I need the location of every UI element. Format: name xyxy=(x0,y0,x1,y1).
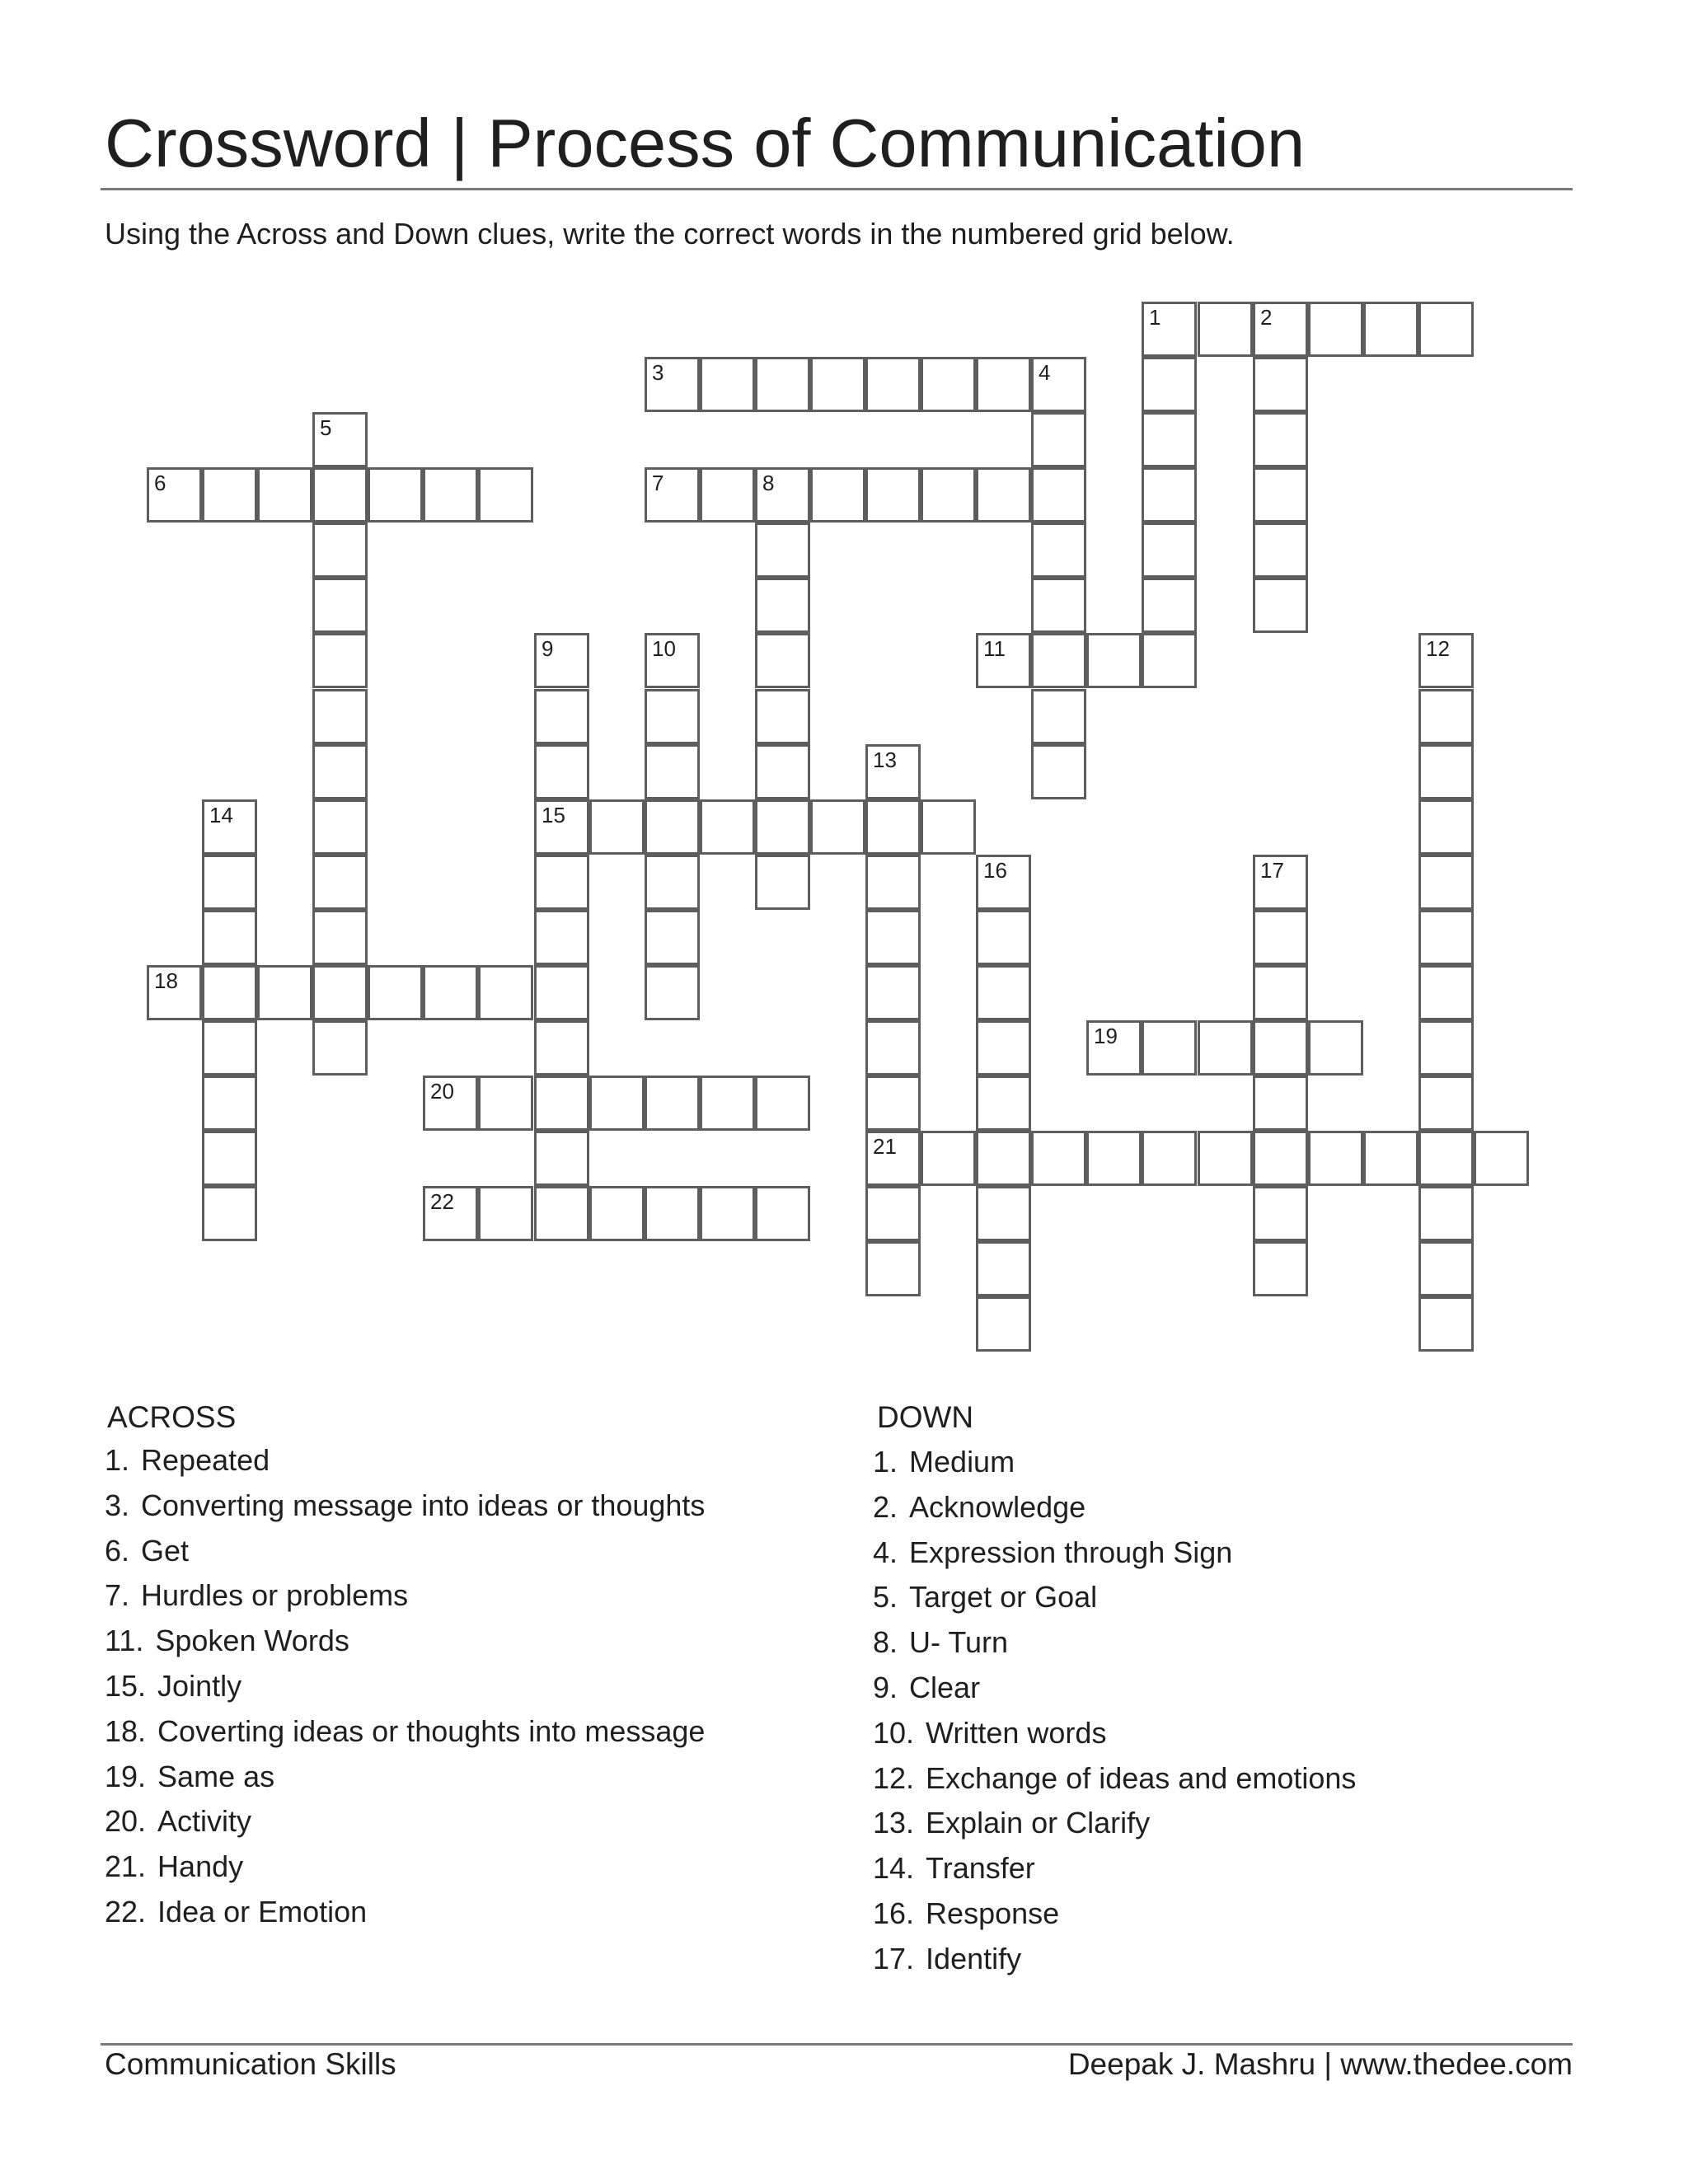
across-clue-number: 22. xyxy=(105,1894,147,1929)
down-clue-text: Exchange of ideas and emotions xyxy=(926,1760,1357,1795)
clue-number: 6 xyxy=(154,471,166,495)
grid-cell[interactable] xyxy=(534,633,589,688)
grid-cell[interactable] xyxy=(312,412,368,467)
clue-number: 12 xyxy=(1426,636,1450,661)
grid-cell[interactable] xyxy=(534,965,589,1020)
grid-cell[interactable] xyxy=(865,965,921,1020)
grid-cell[interactable] xyxy=(202,1131,257,1186)
grid-cell[interactable] xyxy=(755,523,810,578)
down-clue-text: Response xyxy=(926,1896,1060,1930)
grid-cell[interactable] xyxy=(534,689,589,744)
down-clue xyxy=(873,1895,1356,1940)
down-clue-text: Clear xyxy=(909,1670,981,1704)
across-clue xyxy=(105,1667,705,1713)
grid-cell[interactable] xyxy=(976,357,1031,412)
grid-cell[interactable] xyxy=(589,799,645,855)
footer-course: Communication Skills xyxy=(105,2047,396,2081)
grid-cell[interactable] xyxy=(1253,412,1308,467)
grid-cell[interactable] xyxy=(865,799,921,855)
grid-cell[interactable] xyxy=(312,523,368,578)
down-clue xyxy=(873,1940,1356,1985)
clue-number: 9 xyxy=(542,636,554,661)
down-clue-number: 14. xyxy=(873,1851,915,1886)
down-clue xyxy=(873,1534,1356,1579)
grid-cell[interactable] xyxy=(534,1131,589,1186)
grid-cell[interactable] xyxy=(1418,1020,1474,1076)
down-clue-text: Identify xyxy=(926,1941,1022,1975)
grid-cell[interactable] xyxy=(1086,633,1142,688)
grid-cell[interactable] xyxy=(257,965,312,1020)
down-clue-number: 5. xyxy=(873,1580,898,1615)
grid-cell[interactable] xyxy=(202,965,257,1020)
grid-cell[interactable] xyxy=(534,744,589,799)
grid-cell[interactable] xyxy=(755,1076,810,1131)
grid-cell[interactable] xyxy=(700,357,755,412)
grid-cell[interactable] xyxy=(1253,467,1308,523)
clue-number: 13 xyxy=(873,748,897,772)
down-clue-number: 12. xyxy=(873,1760,915,1795)
down-clue-number: 9. xyxy=(873,1670,898,1704)
across-clue-text: Handy xyxy=(157,1849,244,1884)
grid-cell[interactable] xyxy=(645,357,700,412)
down-clue xyxy=(873,1669,1356,1714)
grid-cell[interactable] xyxy=(534,799,589,855)
grid-cell[interactable] xyxy=(865,1241,921,1296)
clue-number: 1 xyxy=(1149,305,1161,330)
across-heading: ACROSS xyxy=(107,1400,237,1434)
grid-cell[interactable] xyxy=(1418,633,1474,688)
grid-cell[interactable] xyxy=(1142,1020,1197,1076)
grid-cell[interactable] xyxy=(1418,744,1474,799)
grid-cell[interactable] xyxy=(1253,1241,1308,1296)
grid-cell[interactable] xyxy=(921,357,976,412)
grid-cell[interactable] xyxy=(645,799,700,855)
down-clue-text: Target or Goal xyxy=(909,1580,1098,1615)
grid-cell[interactable] xyxy=(312,1020,368,1076)
grid-cell[interactable] xyxy=(1031,523,1086,578)
grid-cell[interactable] xyxy=(865,744,921,799)
grid-cell[interactable] xyxy=(202,467,257,523)
grid-cell[interactable] xyxy=(1363,302,1418,357)
grid-cell[interactable] xyxy=(976,965,1031,1020)
grid-cell[interactable] xyxy=(810,799,865,855)
down-heading: DOWN xyxy=(877,1400,974,1434)
grid-cell[interactable] xyxy=(257,467,312,523)
clue-number: 10 xyxy=(652,636,676,661)
down-clue-number: 2. xyxy=(873,1489,898,1524)
grid-cell[interactable] xyxy=(423,1076,478,1131)
clue-number: 5 xyxy=(320,415,332,440)
grid-cell[interactable] xyxy=(645,689,700,744)
grid-cell[interactable] xyxy=(976,1076,1031,1131)
clue-number: 2 xyxy=(1260,305,1273,330)
grid-cell[interactable] xyxy=(589,1186,645,1241)
grid-cell[interactable] xyxy=(312,910,368,965)
grid-cell[interactable] xyxy=(976,1131,1031,1186)
grid-cell[interactable] xyxy=(368,467,423,523)
across-clue xyxy=(105,1622,705,1667)
grid-cell[interactable] xyxy=(1474,1131,1529,1186)
grid-cell[interactable] xyxy=(1142,357,1197,412)
grid-cell[interactable] xyxy=(202,1020,257,1076)
grid-cell[interactable] xyxy=(755,357,810,412)
grid-cell[interactable] xyxy=(1308,302,1363,357)
grid-cell[interactable] xyxy=(1253,578,1308,633)
grid-cell[interactable] xyxy=(478,965,533,1020)
across-clue-text: Idea or Emotion xyxy=(157,1894,368,1929)
across-clue xyxy=(105,1577,705,1622)
grid-cell[interactable] xyxy=(1418,302,1474,357)
grid-cell[interactable] xyxy=(1418,1241,1474,1296)
down-clue xyxy=(873,1624,1356,1669)
grid-cell[interactable] xyxy=(1031,357,1086,412)
down-clue-number: 13. xyxy=(873,1806,915,1840)
grid-cell[interactable] xyxy=(755,689,810,744)
grid-cell[interactable] xyxy=(312,965,368,1020)
grid-cell[interactable] xyxy=(1198,1131,1253,1186)
across-clue xyxy=(105,1802,705,1848)
grid-cell[interactable] xyxy=(423,1186,478,1241)
grid-cell[interactable] xyxy=(976,633,1031,688)
down-clue-text: Explain or Clarify xyxy=(926,1806,1151,1840)
grid-cell[interactable] xyxy=(1308,1020,1363,1076)
clue-number: 14 xyxy=(209,803,233,827)
across-clue-text: Activity xyxy=(157,1804,252,1839)
grid-cell[interactable] xyxy=(1253,1131,1308,1186)
grid-cell[interactable] xyxy=(645,633,700,688)
page-title: Crossword | Process of Communication xyxy=(105,105,1306,181)
grid-cell[interactable] xyxy=(534,1076,589,1131)
across-clue xyxy=(105,1532,705,1577)
across-clue-number: 1. xyxy=(105,1443,130,1477)
grid-cell[interactable] xyxy=(921,1131,976,1186)
grid-cell[interactable] xyxy=(1253,357,1308,412)
clue-number: 16 xyxy=(983,858,1007,883)
grid-cell[interactable] xyxy=(1418,689,1474,744)
grid-cell[interactable] xyxy=(1031,744,1086,799)
grid-cell[interactable] xyxy=(865,1186,921,1241)
down-clue-number: 4. xyxy=(873,1535,898,1569)
grid-cell[interactable] xyxy=(755,799,810,855)
grid-cell[interactable] xyxy=(423,467,478,523)
grid-cell[interactable] xyxy=(1418,855,1474,910)
grid-cell[interactable] xyxy=(865,467,921,523)
down-clue-text: U- Turn xyxy=(909,1625,1009,1660)
across-clue-text: Coverting ideas or thoughts into message xyxy=(157,1713,706,1748)
across-clue-text: Same as xyxy=(157,1759,275,1793)
grid-cell[interactable] xyxy=(1253,965,1308,1020)
across-clue xyxy=(105,1758,705,1803)
grid-cell[interactable] xyxy=(1308,1131,1363,1186)
grid-cell[interactable] xyxy=(976,1186,1031,1241)
grid-cell[interactable] xyxy=(478,467,533,523)
down-clue-list xyxy=(873,1443,1356,1985)
grid-cell[interactable] xyxy=(534,855,589,910)
grid-cell[interactable] xyxy=(534,1186,589,1241)
across-clue xyxy=(105,1487,705,1532)
across-clue-number: 19. xyxy=(105,1759,147,1793)
grid-cell[interactable] xyxy=(312,467,368,523)
down-clue-number: 1. xyxy=(873,1445,898,1479)
grid-cell[interactable] xyxy=(1031,689,1086,744)
grid-cell[interactable] xyxy=(865,357,921,412)
grid-cell[interactable] xyxy=(1142,633,1197,688)
grid-cell[interactable] xyxy=(1142,523,1197,578)
grid-cell[interactable] xyxy=(1253,1186,1308,1241)
grid-cell[interactable] xyxy=(1418,1296,1474,1352)
grid-cell[interactable] xyxy=(865,1076,921,1131)
grid-cell[interactable] xyxy=(1418,799,1474,855)
grid-cell[interactable] xyxy=(478,1186,533,1241)
across-clue xyxy=(105,1893,705,1938)
footer-divider xyxy=(101,2043,1573,2046)
across-clue-number: 15. xyxy=(105,1668,147,1703)
down-clue-text: Acknowledge xyxy=(909,1489,1086,1524)
grid-cell[interactable] xyxy=(202,1186,257,1241)
across-clue-number: 7. xyxy=(105,1578,130,1613)
grid-cell[interactable] xyxy=(1142,578,1197,633)
grid-cell[interactable] xyxy=(1253,1076,1308,1131)
clue-number: 4 xyxy=(1039,360,1051,385)
grid-cell[interactable] xyxy=(1418,1076,1474,1131)
across-clue-text: Spoken Words xyxy=(155,1624,349,1658)
clue-number: 3 xyxy=(652,360,664,385)
across-clue-number: 21. xyxy=(105,1849,147,1884)
across-clue-number: 18. xyxy=(105,1713,147,1748)
grid-cell[interactable] xyxy=(1142,302,1197,357)
grid-cell[interactable] xyxy=(1031,467,1086,523)
grid-cell[interactable] xyxy=(976,1020,1031,1076)
grid-cell[interactable] xyxy=(312,689,368,744)
grid-cell[interactable] xyxy=(312,855,368,910)
across-clue xyxy=(105,1848,705,1893)
grid-cell[interactable] xyxy=(1253,910,1308,965)
across-clue xyxy=(105,1441,705,1487)
grid-cell[interactable] xyxy=(1142,467,1197,523)
grid-cell[interactable] xyxy=(755,1186,810,1241)
down-clue-text: Transfer xyxy=(926,1851,1035,1886)
grid-cell[interactable] xyxy=(976,1296,1031,1352)
grid-cell[interactable] xyxy=(534,910,589,965)
grid-cell[interactable] xyxy=(645,965,700,1020)
grid-cell[interactable] xyxy=(755,855,810,910)
clue-number: 7 xyxy=(652,471,664,495)
down-clue xyxy=(873,1760,1356,1805)
clue-number: 15 xyxy=(542,803,565,827)
grid-cell[interactable] xyxy=(865,910,921,965)
grid-cell[interactable] xyxy=(700,1076,755,1131)
clue-number: 21 xyxy=(873,1134,897,1159)
grid-cell[interactable] xyxy=(202,1076,257,1131)
grid-cell[interactable] xyxy=(645,467,700,523)
down-clue-text: Expression through Sign xyxy=(909,1535,1233,1569)
grid-cell[interactable] xyxy=(755,633,810,688)
across-clue xyxy=(105,1713,705,1758)
grid-cell[interactable] xyxy=(1418,965,1474,1020)
grid-cell[interactable] xyxy=(312,633,368,688)
grid-cell[interactable] xyxy=(147,965,202,1020)
grid-cell[interactable] xyxy=(1086,1020,1142,1076)
grid-cell[interactable] xyxy=(1142,1131,1197,1186)
down-clue-text: Medium xyxy=(909,1445,1015,1479)
clue-number: 19 xyxy=(1094,1024,1118,1048)
grid-cell[interactable] xyxy=(976,855,1031,910)
grid-cell[interactable] xyxy=(865,1131,921,1186)
grid-cell[interactable] xyxy=(810,467,865,523)
grid-cell[interactable] xyxy=(1031,633,1086,688)
grid-cell[interactable] xyxy=(312,578,368,633)
grid-cell[interactable] xyxy=(202,799,257,855)
down-clue-number: 10. xyxy=(873,1715,915,1750)
grid-cell[interactable] xyxy=(755,578,810,633)
across-clue-text: Repeated xyxy=(141,1443,270,1477)
down-clue xyxy=(873,1488,1356,1534)
grid-cell[interactable] xyxy=(645,744,700,799)
clue-number: 17 xyxy=(1260,858,1284,883)
across-clue-text: Get xyxy=(141,1533,190,1568)
grid-cell[interactable] xyxy=(1253,855,1308,910)
grid-cell[interactable] xyxy=(976,467,1031,523)
grid-cell[interactable] xyxy=(921,799,976,855)
grid-cell[interactable] xyxy=(147,467,202,523)
down-clue-number: 16. xyxy=(873,1896,915,1930)
grid-cell[interactable] xyxy=(1253,1020,1308,1076)
across-clue-list xyxy=(105,1441,705,1938)
grid-cell[interactable] xyxy=(755,744,810,799)
across-clue-text: Hurdles or problems xyxy=(141,1578,409,1613)
grid-cell[interactable] xyxy=(1418,910,1474,965)
grid-cell[interactable] xyxy=(645,1076,700,1131)
down-clue xyxy=(873,1714,1356,1760)
clue-number: 20 xyxy=(430,1079,454,1104)
grid-cell[interactable] xyxy=(1031,578,1086,633)
grid-cell[interactable] xyxy=(1198,302,1253,357)
grid-cell[interactable] xyxy=(700,1186,755,1241)
grid-cell[interactable] xyxy=(976,910,1031,965)
grid-cell[interactable] xyxy=(1418,1131,1474,1186)
grid-cell[interactable] xyxy=(865,1020,921,1076)
grid-cell[interactable] xyxy=(645,855,700,910)
grid-cell[interactable] xyxy=(202,855,257,910)
grid-cell[interactable] xyxy=(368,965,423,1020)
down-clue xyxy=(873,1578,1356,1624)
across-clue-text: Jointly xyxy=(157,1668,242,1703)
grid-cell[interactable] xyxy=(1031,1131,1086,1186)
grid-cell[interactable] xyxy=(1031,412,1086,467)
down-clue-number: 17. xyxy=(873,1941,915,1975)
grid-cell[interactable] xyxy=(700,799,755,855)
grid-cell[interactable] xyxy=(423,965,478,1020)
grid-cell[interactable] xyxy=(1363,1131,1418,1186)
footer-author: Deepak J. Mashru | www.thedee.com xyxy=(1067,2047,1573,2081)
grid-cell[interactable] xyxy=(202,910,257,965)
grid-cell[interactable] xyxy=(645,1186,700,1241)
across-clue-number: 3. xyxy=(105,1488,130,1522)
grid-cell[interactable] xyxy=(1086,1131,1142,1186)
down-clue-number: 8. xyxy=(873,1625,898,1660)
across-clue-number: 6. xyxy=(105,1533,130,1568)
grid-cell[interactable] xyxy=(534,1020,589,1076)
grid-cell[interactable] xyxy=(1142,412,1197,467)
grid-cell[interactable] xyxy=(1253,523,1308,578)
grid-cell[interactable] xyxy=(645,910,700,965)
grid-cell[interactable] xyxy=(312,744,368,799)
grid-cell[interactable] xyxy=(755,467,810,523)
clue-number: 18 xyxy=(154,968,178,993)
down-clue xyxy=(873,1849,1356,1895)
clue-number: 8 xyxy=(762,471,775,495)
down-clue-text: Written words xyxy=(926,1715,1107,1750)
across-clue-number: 20. xyxy=(105,1804,147,1839)
down-clue xyxy=(873,1804,1356,1849)
grid-cell[interactable] xyxy=(312,799,368,855)
across-clue-text: Converting message into ideas or thoughts xyxy=(141,1488,706,1522)
grid-cell[interactable] xyxy=(1198,1020,1253,1076)
grid-cell[interactable] xyxy=(810,357,865,412)
grid-cell[interactable] xyxy=(700,467,755,523)
grid-cell[interactable] xyxy=(865,855,921,910)
grid-cell[interactable] xyxy=(921,467,976,523)
grid-cell[interactable] xyxy=(589,1076,645,1131)
grid-cell[interactable] xyxy=(1253,302,1308,357)
down-clue xyxy=(873,1443,1356,1488)
instructions: Using the Across and Down clues, write the correct words in the numbered grid below. xyxy=(105,217,1235,251)
clue-number: 11 xyxy=(983,636,1006,661)
grid-cell[interactable] xyxy=(1418,1186,1474,1241)
grid-cell[interactable] xyxy=(976,1241,1031,1296)
grid-cell[interactable] xyxy=(478,1076,533,1131)
clue-number: 22 xyxy=(430,1189,454,1214)
across-clue-number: 11. xyxy=(105,1624,144,1658)
